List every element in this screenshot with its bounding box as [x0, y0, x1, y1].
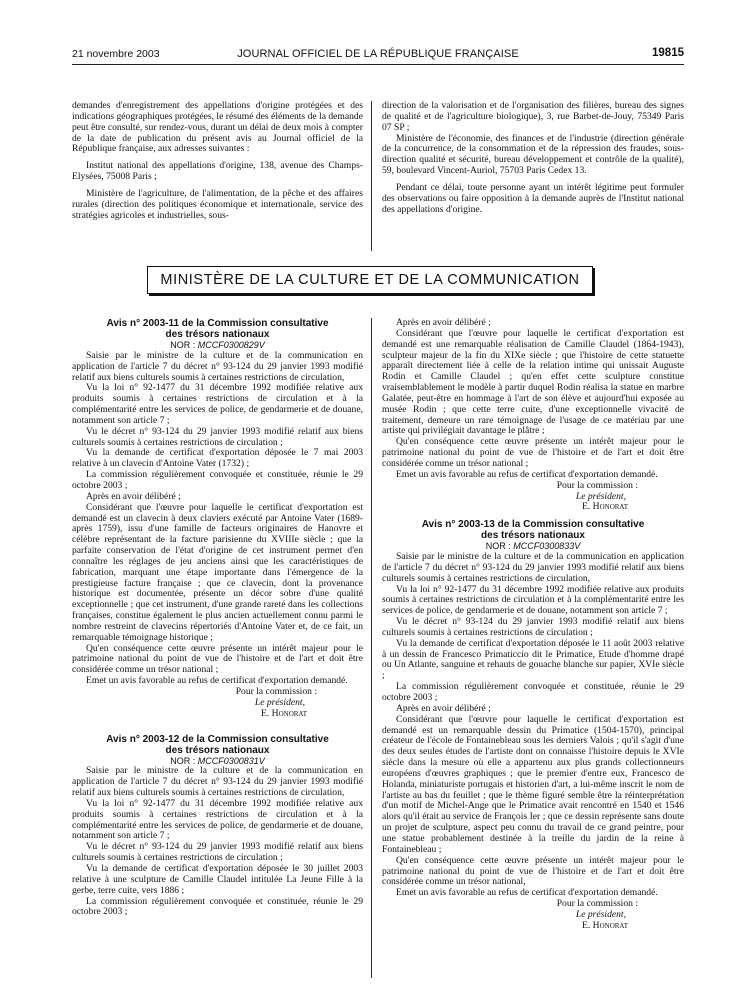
paragraph: Considérant que l'œuvre pour laquelle le certificat d'exportation est demandé est un clavecin à deux claviers exécuté par Antoine Vater (1689-après 1759), issu d'une famille de facteurs originaires de Hanovre et célèbre représentant de la facture parisienne du XVIIIe siècle ; que la parfaite conservation de l'état d'origine de cet instrument permet d'en connaître les réglages de jeu anciens ainsi que les caractéristiques de fabrication, marquant une étape importante dans l'émergence de la prestigieuse facture française ; que ce clavecin, dont la provenance historique est documentée, présente un décor sobre d'une qualité exceptionnelle ; que cet instrument, d'une grande rareté dans les collections françaises, constitue également le plus ancien actuellement connu parmi le nombre restreint de clavecins répertoriés d'Antoine Vater et, de ce fait, un remarquable témoignage historique ; — [72, 501, 363, 643]
paragraph: demandes d'enregistrement des appellations d'origine protégées et des indications géographiques protégées, le résumé des éléments de la demande peut être consulté, sur rendez-vous, durant un délai de deux mois à compter de la date de publication du présent avis au Journal officiel de la République française, aux adresses suivantes : — [72, 100, 363, 155]
paragraph: Ministère de l'économie, des finances et de l'industrie (direction générale de la concurrence, de la consommation et de la répression des fraudes, sous-direction qualité et sécurité, bureau développement et contrôle de la qualité), 59, boulevard Vincent-Auriol, 75703 Paris Cedex 13. — [382, 132, 684, 177]
page-number: 19815 — [652, 47, 684, 59]
paragraph: Vu la loi n° 92-1477 du 31 décembre 1992 modifiée relative aux produits soumis à certaines restrictions de circulation et à la complémentarité entre les services de police, de gendarmerie et de douane, notamment son article 7 ; — [72, 382, 363, 426]
paragraph: Saisie par le ministre de la culture et de la communication en application de l'article 7 du décret n° 93-124 du 29 janvier 1993 modifié relatif aux biens culturels soumis à certaines restrictions de circulation, — [72, 349, 363, 383]
nor-code: MCCF0300829V — [197, 340, 265, 350]
paragraph: Ministère de l'agriculture, de l'alimentation, de la pêche et des affaires rurales (direction des politiques économique et internationale, service des stratégies agricoles et industrielles, sous- — [72, 187, 363, 221]
paragraph: Vu le décret n° 93-124 du 29 janvier 1993 modifié relatif aux biens culturels soumis à certaines restrictions de circulation ; — [72, 841, 363, 864]
nor-label: NOR : — [485, 541, 511, 552]
signature-title: Le président, — [575, 490, 626, 502]
avis-title: Avis n° 2003-13 de la Commission consultative — [421, 519, 645, 531]
column-divider — [371, 318, 372, 978]
left-column — [72, 318, 363, 918]
journal-title: JOURNAL OFFICIEL DE LA RÉPUBLIQUE FRANÇAISE — [237, 48, 519, 60]
paragraph: La commission régulièrement convoquée et constituée, réunie le 29 octobre 2003 ; — [72, 469, 363, 491]
paragraph: Qu'en conséquence cette œuvre présente un intérêt majeur pour le patrimoine national du point de vue de l'histoire et de l'art et doit être considérée comme un trésor national ; — [382, 436, 684, 469]
signature-name: E. Honorat — [582, 919, 628, 931]
header-rule — [72, 64, 684, 65]
nor-label: NOR : — [170, 340, 196, 350]
avis-2003-12 — [72, 734, 363, 919]
avis-title: Avis n° 2003-11 de la Commission consultative — [106, 318, 329, 329]
avis-title: Avis n° 2003-12 de la Commission consultative — [106, 733, 329, 745]
signature-title: Le président, — [254, 696, 305, 708]
paragraph: Qu'en conséquence cette œuvre présente un intérêt majeur pour le patrimoine national du point de vue de l'histoire et de l'art et doit être considérée comme un trésor national, — [382, 854, 684, 888]
paragraph: Vu la demande de certificat d'exportation déposée le 11 août 2003 relative à un dessin de Francesco Primaticcio dit le Primatice, Etude d'homme drapé ou Un Atlante, sanguine et rehauts de gouache blanche sur papier, XVIe siècle ; — [382, 637, 684, 682]
paragraph: Saisie par le ministre de la culture et de la communication en application de l'article 7 du décret n° 93-124 du 29 janvier 1993 modifié relatif aux biens culturels soumis à certaines restrictions de circulation, — [382, 551, 684, 584]
paragraph: Vu le décret n° 93-124 du 29 janvier 1993 modifié relatif aux biens culturels soumis à certaines restrictions de circulation ; — [72, 425, 363, 448]
signature-name: E. Honorat — [261, 707, 307, 719]
paragraph: Saisie par le ministre de la culture et de la communication en application de l'article 7 du décret n° 93-124 du 29 janvier 1993 modifié relatif aux biens culturels soumis à certaines restrictions de circulation, — [72, 765, 363, 799]
signature-line: Pour la commission : — [556, 898, 638, 910]
nor-code: MCCF0300833V — [513, 541, 581, 552]
paragraph: La commission régulièrement convoquée et constituée, réunie le 29 octobre 2003 ; — [72, 895, 363, 918]
paragraph: Après en avoir délibéré ; — [396, 317, 491, 328]
avis-2003-11 — [72, 318, 363, 720]
paragraph: Emet un avis favorable au refus de certificat d'exportation demandé. — [86, 675, 348, 687]
paragraph: La commission régulièrement convoquée et constituée, réunie le 29 octobre 2003 ; — [382, 681, 684, 703]
right-column — [382, 318, 684, 932]
paragraph: Emet un avis favorable au refus de certificat d'exportation demandé. — [396, 887, 658, 899]
signature-title: Le président, — [575, 908, 626, 920]
avis-title: des trésors nationaux — [165, 744, 270, 756]
page-header — [72, 46, 684, 62]
nor-code: MCCF0300831V — [197, 755, 265, 766]
paragraph: Vu le décret n° 93-124 du 29 janvier 1993 modifié relatif aux biens culturels soumis à certaines restrictions de circulation ; — [382, 616, 684, 638]
paragraph: Emet un avis favorable au refus de certificat d'exportation demandé. — [396, 468, 658, 480]
nor-label: NOR : — [170, 755, 196, 766]
paragraph: Considérant que l'œuvre pour laquelle le certificat d'exportation est demandé est une remarquable réalisation de Camille Claudel (1864-1943), sculpteur majeur de la fin du XIXe siècle ; que l'histoire de cette statuette apparaît directement liée à celle de la relation intime qui unissait Auguste Rodin et Camille Claudel ; qu'en effet cette sculpture constitue vraisemblablement le modèle à partir duquel Rodin réalisa la statue en marbre Galatée, peut-être en hommage à l'art de son élève et aujourd'hui exposée au musée Rodin ; que cette terre cuite, d'une exceptionnelle vivacité de traitement, demeure un rare témoignage de l'usage de ce matériau par une artiste qui privilégiait davantage le plâtre ; — [382, 327, 684, 437]
avis-2003-13 — [382, 519, 684, 931]
avis-title: des trésors nationaux — [165, 329, 270, 340]
column-divider — [371, 101, 372, 251]
paragraph: Vu la demande de certificat d'exportation déposée le 30 juillet 2003 relative à une sculpture de Camille Claudel intitulée La Jeune Fille à la gerbe, terre cuite, vers 1886 ; — [72, 862, 363, 896]
paragraph: Vu la loi n° 92-1477 du 31 décembre 1992 modifiée relative aux produits soumis à certaines restrictions de circulation et à la complémentarité entre les services de police, de gendarmerie et de douane, notamment son article 7 ; — [72, 797, 363, 842]
paragraph: Qu'en conséquence cette œuvre présente un intérêt majeur pour le patrimoine national du point de vue de l'histoire et de l'art et doit être considérée comme un trésor national ; — [72, 642, 363, 676]
paragraph: Après en avoir délibéré ; — [396, 702, 491, 714]
top-left-column — [72, 101, 363, 221]
ministry-heading: MINISTÈRE DE LA CULTURE ET DE LA COMMUNICATION — [147, 266, 593, 294]
signature-name: E. Honorat — [582, 501, 628, 513]
header-date: 21 novembre 2003 — [72, 48, 160, 60]
paragraph: Vu la loi n° 92-1477 du 31 décembre 1992 modifiée relative aux produits soumis à certaines restrictions de circulation et à la complémentarité entre les services de police, de gendarmerie et de douane, notamment son article 7 ; — [382, 583, 684, 617]
paragraph: Pendant ce délai, toute personne ayant un intérêt légitime peut formuler des observations ou faire opposition à la demande auprès de l'Institut national des appellations d'origine. — [382, 181, 684, 215]
paragraph: Institut national des appellations d'origine, 138, avenue des Champs-Elysées, 75008 Paris ; — [72, 160, 363, 183]
avis-2003-12-continued — [382, 318, 684, 513]
paragraph: Considérant que l'œuvre pour laquelle le certificat d'exportation est demandé est un remarquable dessin du Primatice (1504-1570), principal créateur de l'école de Fontainebleau sous les derniers Valois ; qu'il s'agit d'une des deux seules études de l'artiste dont on connaisse l'histoire depuis le XVIe siècle dans la mesure où elle a appartenu aux plus grands collectionneurs européens d'œuvres graphiques ; que le premier d'entre eux, Francesco de Holanda, miniaturiste portugais et historien d'art, a lui-même inscrit le nom de l'artiste au bas du feuillet ; que le thème figuré semble être la réinterprétation d'un motif de Michel-Ange que le Primatice avait rencontré en 1540 et 1546 alors qu'il était au service de François Ier ; que ce dessin représente sans doute un projet de sculpture, aspect peu connu du travail de ce grand peintre, pour une statue probablement destinée à la treille du jardin de la reine à Fontainebleau ; — [382, 713, 684, 855]
paragraph: Vu la demande de certificat d'exportation déposée le 7 mai 2003 relative à un clavecin d'Antoine Vater (1732) ; — [72, 447, 363, 470]
avis-title: des trésors nationaux — [481, 530, 585, 542]
signature-line: Pour la commission : — [235, 686, 317, 697]
paragraph: Après en avoir délibéré ; — [86, 490, 181, 502]
paragraph: direction de la valorisation et de l'organisation des filières, bureau des signes de qualité et de l'agriculture biologique), 3, rue Barbet-de-Jouy, 75349 Paris 07 SP ; — [382, 100, 684, 133]
top-right-column — [382, 101, 684, 215]
signature-line: Pour la commission : — [556, 479, 638, 491]
